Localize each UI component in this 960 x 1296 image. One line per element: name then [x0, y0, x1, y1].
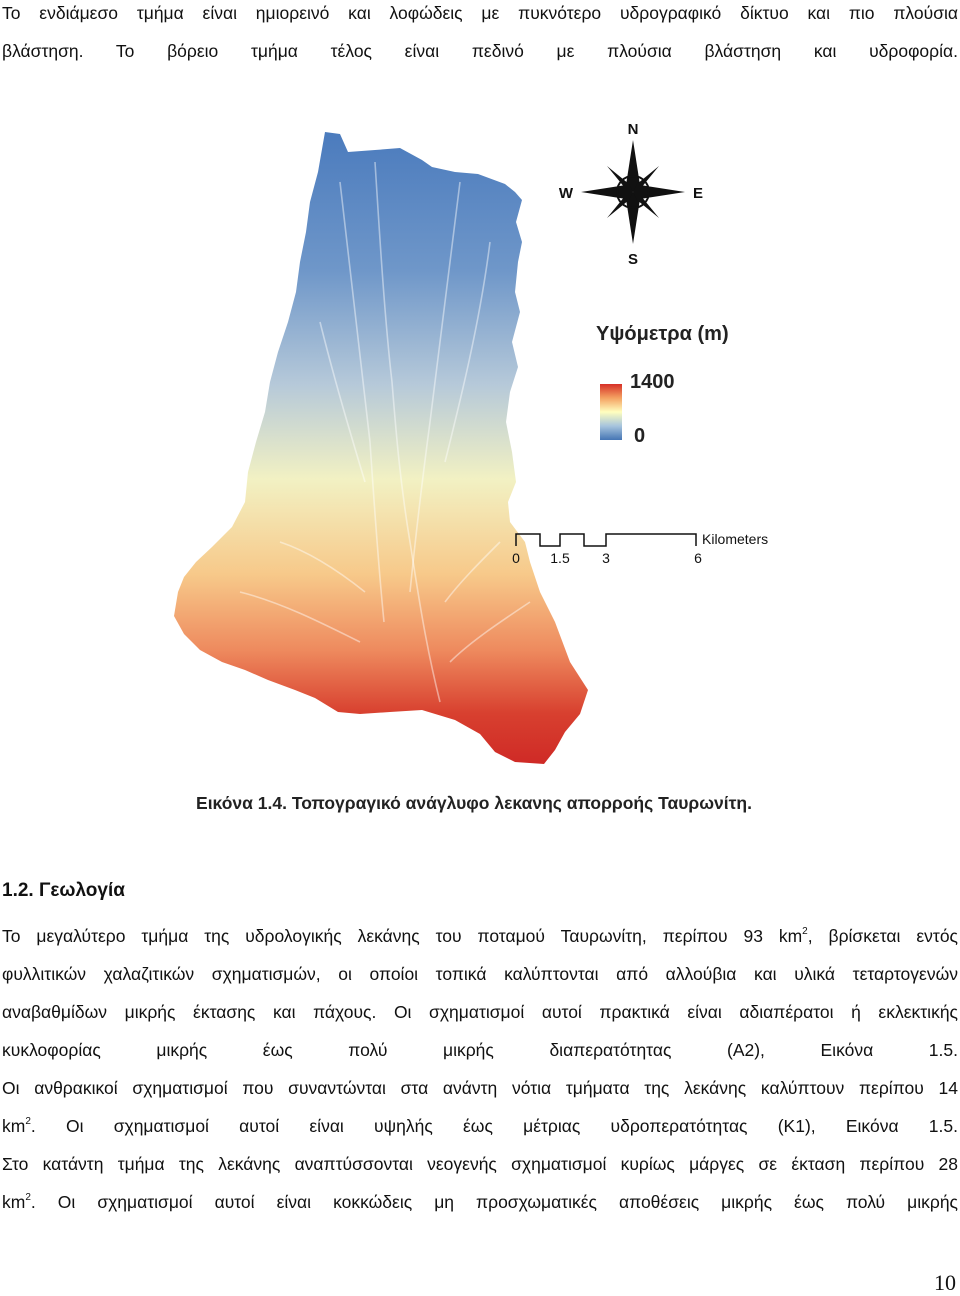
p1-line-3: αναβαθμίδων μικρής έκτασης και πάχους. Οι σχηματισμοί αυτοί πρακτικά είναι αδιαπέρατοι ή εκλεκτικής [2, 1002, 958, 1022]
intro-paragraph [2, 0, 958, 70]
p2-line-2-tail: . Οι σχηματισμοί αυτοί είναι υψηλής έως μέτριας υδροπερατότητας (Κ1), Εικόνα 1.5. [30, 1116, 958, 1136]
scale-bar [516, 534, 696, 546]
intro-line-1: Το ενδιάμεσο τμήμα είναι ημιορεινό και λοφώδεις με πυκνότερο υδρογραφικό δίκτυο και πιο πλούσια [2, 3, 958, 23]
p1-line-2: φυλλιτικών χαλαζιτικών σχηματισμών, οι οποίοι τοπικά καλύπτονται από αλλούβια και υλικά τεταρτογενών [2, 964, 958, 984]
compass-e: E [693, 185, 704, 202]
legend-color-bar [600, 384, 622, 440]
scale-tick-3: 6 [694, 550, 702, 566]
scale-tick-2: 3 [602, 550, 610, 566]
legend-min: 0 [634, 425, 646, 447]
intro-line-2: βλάστηση. Το βόρειο τμήμα τέλος είναι πεδινό με πλούσια βλάστηση και υδροφορία. [2, 41, 958, 61]
p1-line-1-text: Το μεγαλύτερο τμήμα της υδρολογικής λεκάνης του ποταμού Ταυρωνίτη, περίπου 93 km [2, 926, 803, 946]
topographic-map-figure [160, 122, 800, 782]
scale-tick-1: 1.5 [550, 550, 570, 566]
p2-line-1: Οι ανθρακικοί σχηματισμοί που συναντώνται στα ανάντη νότια τμήματα της λεκάνης καλύπτουν περίπου 14 [2, 1078, 958, 1098]
legend-max: 1400 [630, 371, 675, 393]
p2-superscript: 2 [25, 1116, 31, 1127]
p3-superscript: 2 [25, 1192, 31, 1203]
p1-superscript: 2 [802, 926, 808, 937]
p3-line-2 [2, 1183, 958, 1221]
p1-line-1-tail: , βρίσκεται εντός [807, 926, 958, 946]
scale-unit: Kilometers [702, 531, 769, 547]
basin-relief [174, 132, 588, 764]
body-paragraphs [2, 917, 958, 1221]
p1-line-4: κυκλοφορίας μικρής έως πολύ μικρής διαπερατότητας (Α2), Εικόνα 1.5. [2, 1040, 958, 1060]
scale-tick-0: 0 [512, 550, 520, 566]
p3-line-2-text: km [2, 1192, 26, 1212]
p3-line-2-tail: . Οι σχηματισμοί αυτοί είναι κοκκώδεις μη προσχωματικές αποθέσεις μικρής έως πολύ μικρής [30, 1192, 958, 1212]
legend-title: Υψόμετρα (m) [596, 323, 729, 345]
compass-s: S [627, 251, 639, 268]
figure-caption: Εικόνα 1.4. Τοπογραγικό ανάγλυφο λεκανης απορροής Ταυρωνίτη. [196, 793, 752, 813]
compass-n: N [627, 122, 639, 138]
p3-line-1: Στο κατάντη τμήμα της λεκάνης αναπτύσσονται νεογενής σχηματισμοί κυρίως μάργες σε έκταση περίπου 28 [2, 1154, 958, 1174]
elevation-legend [596, 323, 729, 447]
p2-line-2 [2, 1107, 958, 1145]
section-heading: 1.2. Γεωλογία [2, 880, 125, 901]
page-number: 10 [934, 1270, 956, 1295]
p1-line-1 [2, 917, 958, 955]
compass-rose-icon [559, 122, 703, 268]
p2-line-2-text: km [2, 1116, 26, 1136]
compass-w: W [558, 185, 573, 202]
